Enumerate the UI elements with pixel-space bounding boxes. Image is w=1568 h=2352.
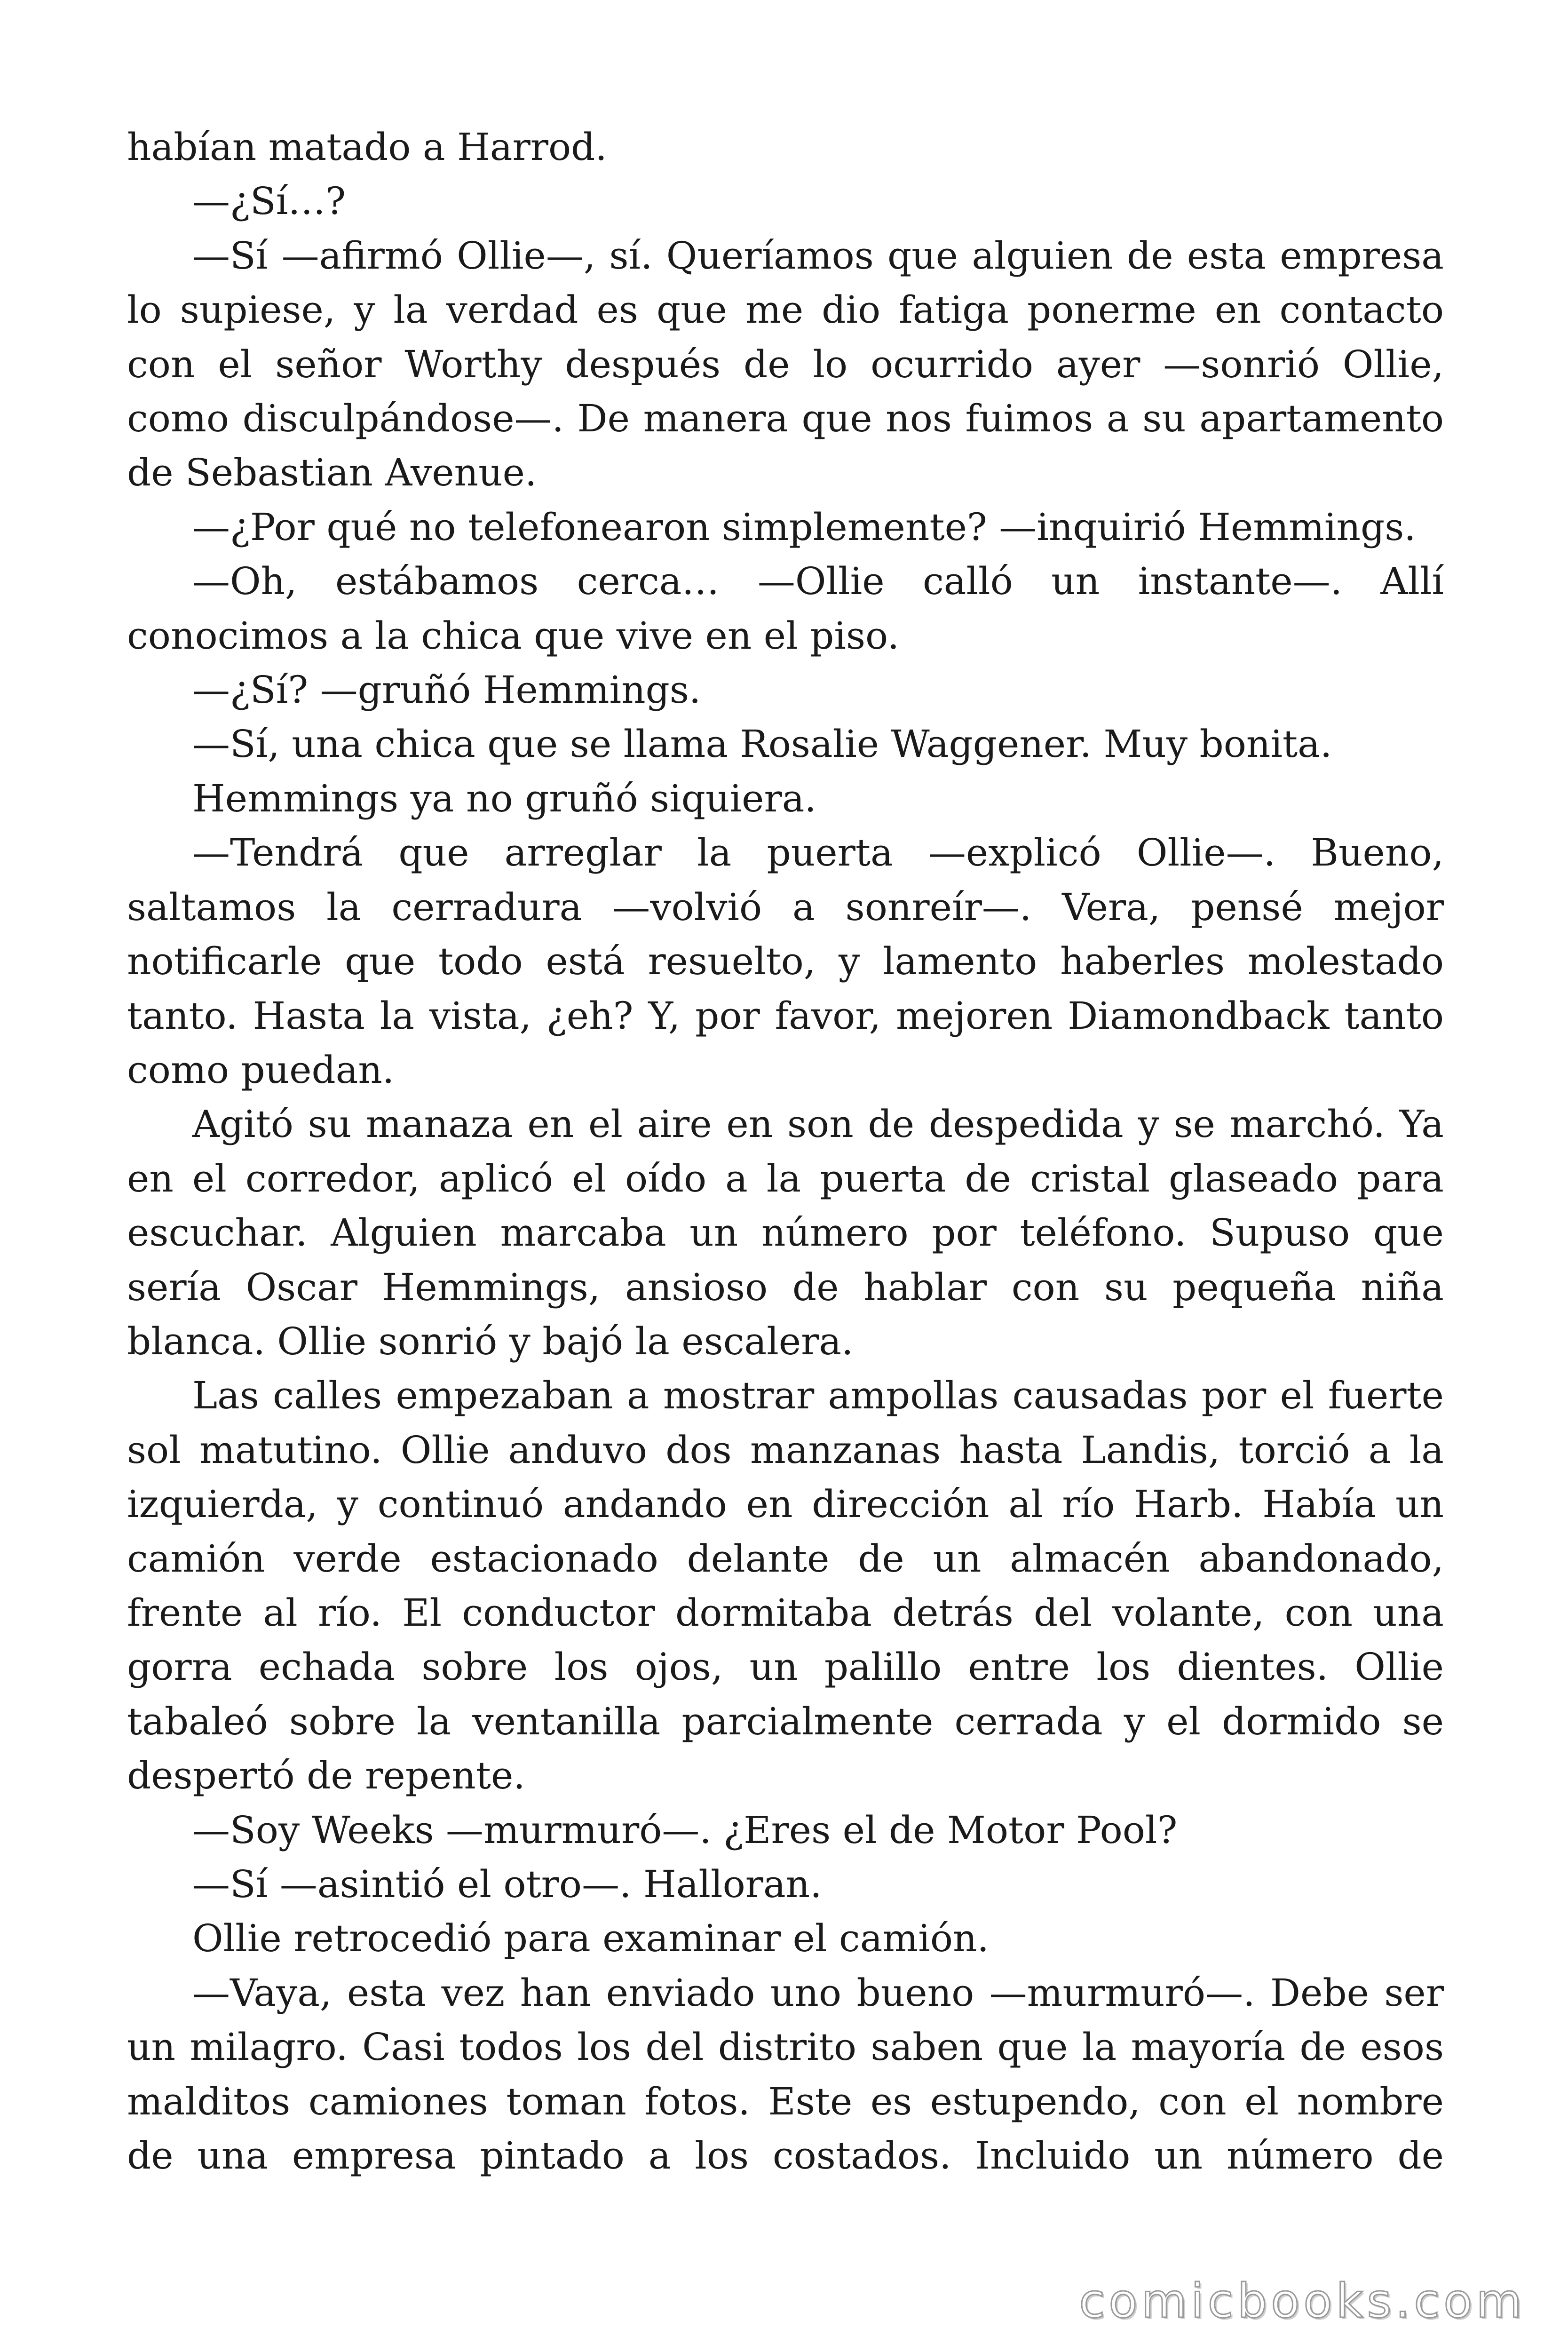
watermark-logo: comicbooks.com	[1079, 2273, 1526, 2328]
paragraph: —Soy Weeks —murmuró—. ¿Eres el de Motor Pool?	[192, 1808, 1178, 1852]
book-page-text	[127, 120, 1444, 2183]
paragraph: Hemmings ya no gruñó siquiera.	[192, 776, 816, 820]
paragraph: —Sí —afirmó Ollie—, sí. Queríamos que alguien de esta empresa lo supiese, y la verdad es que me dio fatiga ponerme en contacto con el señor Worthy después de lo ocurrido ayer —sonrió Ollie, como disculpándose—. De manera que nos fuimos a su apartamento de Sebastian Avenue.	[127, 233, 1444, 495]
paragraph: —¿Sí…?	[192, 179, 346, 223]
paragraph: —Sí, una chica que se llama Rosalie Waggener. Muy bonita.	[192, 722, 1332, 766]
paragraph: Ollie retrocedió para examinar el camión.	[192, 1916, 989, 1961]
paragraph: —Tendrá que arreglar la puerta —explicó Ollie—. Bueno, saltamos la cerradura —volvió a sonreír—. Vera, pensé mejor notificarle que todo está resuelto, y lamento haberles molestado tanto. Hasta la vista, ¿eh? Y, por favor, mejoren Diamondback tanto como puedan.	[127, 831, 1444, 1092]
paragraph: —Sí —asintió el otro—. Halloran.	[192, 1862, 822, 1906]
paragraph: —¿Por qué no telefonearon simplemente? —inquirió Hemmings.	[192, 505, 1416, 549]
paragraph: habían matado a Harrod.	[127, 125, 607, 169]
paragraph: Agitó su manaza en el aire en son de despedida y se marchó. Ya en el corredor, aplicó el oído a la puerta de cristal glaseado para escuchar. Alguien marcaba un número por teléfono. Supuso que sería Oscar Hemmings, ansioso de hablar con su pequeña niña blanca. Ollie sonrió y bajó la escalera.	[127, 1102, 1444, 1363]
paragraph: —Vaya, esta vez han enviado uno bueno —murmuró—. Debe ser un milagro. Casi todos los del distrito saben que la mayoría de esos malditos camiones toman fotos. Este es estupendo, con el nombre de una empresa pintado a los costados. Incluido un número de	[127, 1971, 1444, 2178]
paragraph: —Oh, estábamos cerca… —Ollie calló un instante—. Allí conocimos a la chica que vive en el piso.	[127, 559, 1444, 658]
paragraph: —¿Sí? —gruñó Hemmings.	[192, 668, 701, 712]
paragraph: Las calles empezaban a mostrar ampollas causadas por el fuerte sol matutino. Ollie anduvo dos manzanas hasta Landis, torció a la izquierda, y continuó andando en dirección al río Harb. Había un camión verde estacionado delante de un almacén abandonado, frente al río. El conductor dormitaba detrás del volante, con una gorra echada sobre los ojos, un palillo entre los dientes. Ollie tabaleó sobre la ventanilla parcialmente cerrada y el dormido se despertó de repente.	[127, 1374, 1444, 1798]
